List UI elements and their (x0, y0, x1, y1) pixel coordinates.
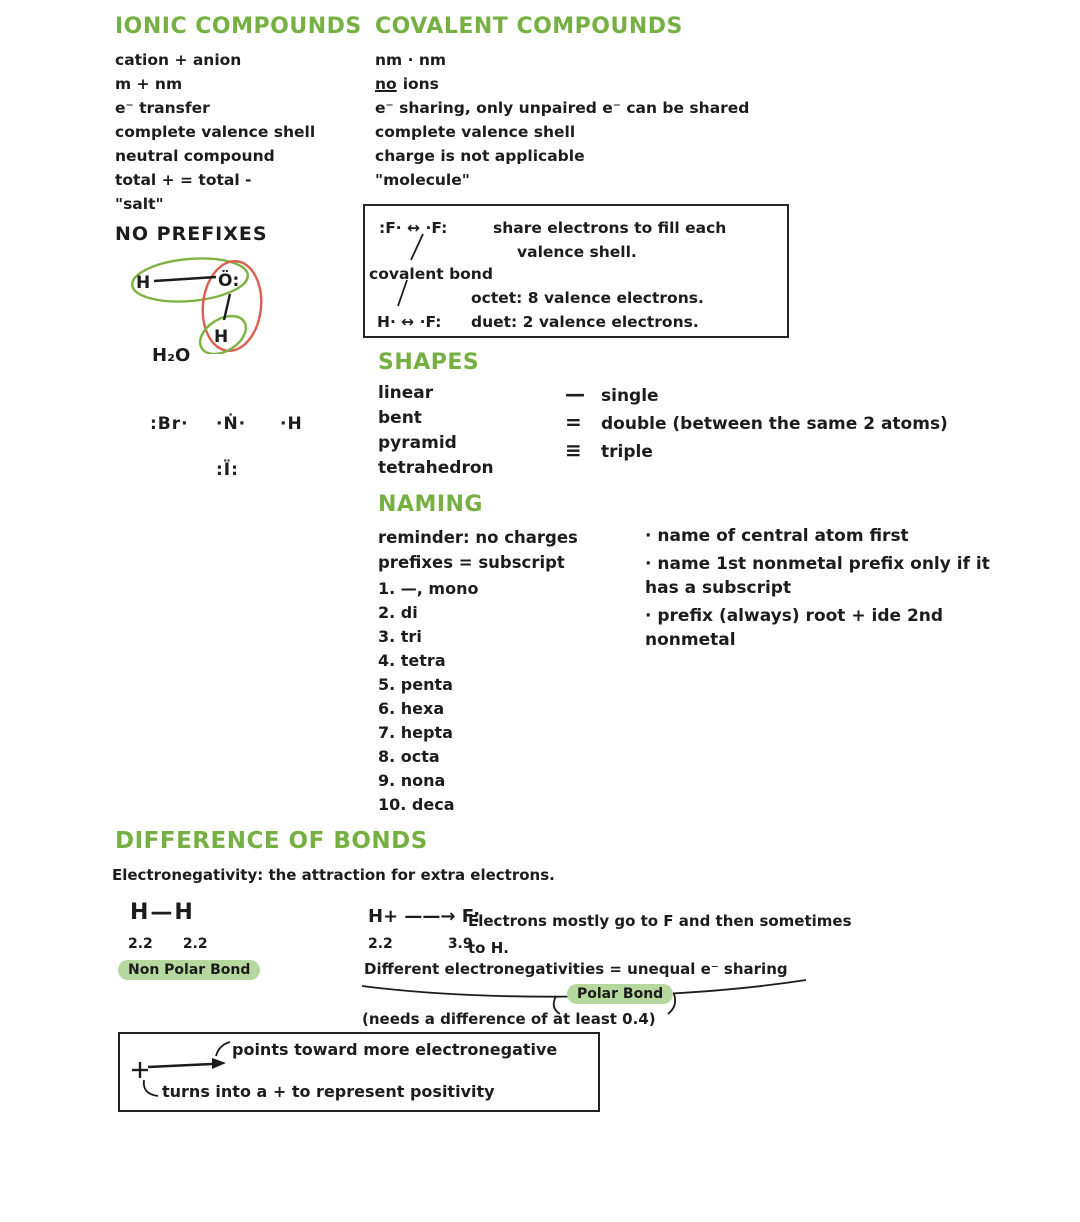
ionic-line: total + = total - (115, 171, 252, 189)
dipole-arrow-head (212, 1058, 226, 1069)
hf-lewis-structure: H· ↔ ·F: (377, 313, 442, 331)
covalent-bond-box (363, 204, 789, 338)
naming-section (378, 492, 578, 817)
prefix-item: 10. deca (378, 795, 455, 814)
covalent-bond-label: covalent bond (369, 265, 493, 283)
water-h-top: H (136, 273, 151, 293)
prefix-item: 2. di (378, 603, 418, 622)
ionic-line: complete valence shell (115, 123, 316, 141)
naming-title: NAMING (378, 492, 483, 517)
water-lewis-diagram (126, 246, 278, 354)
shapes-title: SHAPES (378, 350, 480, 375)
shape-item: pyramid (378, 433, 457, 453)
polar-desc-line1: Electrons mostly go to F and then sometimes (468, 912, 852, 930)
bond-types-legend (565, 381, 948, 465)
covalent-line: "molecule" (375, 171, 470, 189)
hf-value-right: 3.9 (447, 936, 473, 952)
covalent-line: complete valence shell (375, 123, 576, 141)
hh-electronegativity-values (128, 936, 208, 952)
oh-bond-line (154, 277, 216, 281)
naming-note: · prefix (always) root + ide 2nd nonmetal (645, 606, 944, 650)
lewis-symbol-h: ·H (280, 414, 303, 434)
shapes-list (378, 381, 494, 481)
octet-text: octet: 8 valence electrons. (471, 289, 704, 307)
ff-lewis-structure: :F· ↔ ·F: (379, 219, 448, 237)
triple-bond-row (565, 437, 948, 465)
naming-note: · name 1st nonmetal prefix only if it has a subscript (645, 554, 990, 598)
ionic-line: cation + anion (115, 51, 242, 69)
dipole-arrow-box (118, 1032, 600, 1112)
double-bond-label: double (between the same 2 atoms) (601, 414, 948, 434)
hf-electronegativity-values (368, 936, 473, 952)
pointer-curve-bottom (144, 1080, 158, 1096)
hh-formula: H—H (130, 900, 195, 925)
shape-item: linear (378, 383, 434, 403)
needs-difference-note: (needs a difference of at least 0.4) (362, 1010, 656, 1028)
prefix-item: 1. —, mono (378, 579, 479, 598)
covalent-title: COVALENT COMPOUNDS (375, 14, 683, 39)
prefix-item: 5. penta (378, 675, 453, 694)
triple-bond-label: triple (601, 442, 653, 462)
share-text-line2: valence shell. (517, 243, 637, 261)
shape-item: bent (378, 408, 422, 428)
dipole-arrow-shaft (148, 1064, 212, 1067)
duet-text: duet: 2 valence electrons. (471, 313, 699, 331)
ionic-section (115, 14, 362, 245)
difference-title: DIFFERENCE OF BONDS (115, 828, 428, 854)
covalent-section (375, 14, 749, 192)
ionic-line: e⁻ transfer (115, 99, 210, 117)
ionic-line: m + nm (115, 75, 183, 93)
lewis-symbol-br: :Br· (150, 414, 189, 434)
water-h-bottom: H (214, 327, 229, 347)
hf-value-left: 2.2 (368, 936, 393, 952)
triple-bond-symbol: ≡ (565, 438, 582, 462)
prefix-item: 9. nona (378, 771, 446, 790)
lewis-symbol-n: ·Ṅ· (216, 414, 247, 434)
lewis-symbol-i: :Ï: (216, 460, 239, 480)
hh-value-right: 2.2 (182, 936, 208, 952)
prefix-item: 6. hexa (378, 699, 445, 718)
prefix-item: 4. tetra (378, 651, 446, 670)
ionic-line: neutral compound (115, 147, 275, 165)
covalent-line: nm · nm (375, 51, 447, 69)
single-bond-label: single (601, 386, 659, 406)
hh-value-left: 2.2 (128, 936, 153, 952)
shape-item: tetrahedron (378, 458, 494, 478)
prefix-list (378, 577, 578, 817)
ions-text: ions (402, 75, 439, 93)
naming-note: · name of central atom first (645, 526, 909, 546)
covalent-lines (375, 48, 749, 192)
no-underlined: no (375, 75, 397, 93)
ionic-line: "salt" (115, 195, 164, 213)
double-bond-row (565, 409, 948, 437)
double-bond-symbol: = (565, 410, 582, 434)
arrow-box-line1: points toward more electronegative (232, 1040, 558, 1059)
electronegativity-intro: Electronegativity: the attraction for extra electrons. (112, 866, 555, 884)
prefix-item: 7. hepta (378, 723, 453, 742)
ionic-title: IONIC COMPOUNDS (115, 14, 362, 39)
covalent-line: e⁻ sharing, only unpaired e⁻ can be shared (375, 99, 750, 117)
naming-notes (645, 524, 990, 656)
unequal-sharing-text: Different electronegativities = unequal e⁻ sharing (364, 960, 788, 978)
arrow-box-line2: turns into a + to represent positivity (162, 1082, 495, 1101)
covalent-line: charge is not applicable (375, 147, 585, 165)
covalent-line-no-ions (375, 72, 749, 96)
single-bond-symbol: — (565, 382, 585, 406)
no-prefixes-label: NO PREFIXES (115, 223, 268, 245)
water-formula: H₂O (152, 345, 191, 366)
polar-desc-line2: to H. (468, 939, 509, 957)
water-o: Ö: (218, 271, 240, 291)
shapes-section (378, 350, 494, 481)
polar-description (468, 908, 852, 962)
prefix-item: 8. octa (378, 747, 440, 766)
pointer-curve-top (216, 1042, 230, 1056)
non-polar-bond-label: Non Polar Bond (118, 960, 260, 980)
ionic-lines (115, 48, 362, 216)
naming-prefixes: prefixes = subscript (378, 553, 565, 572)
polar-bond-label: Polar Bond (567, 984, 673, 1004)
single-bond-row (565, 381, 948, 409)
hf-formula: H+ ——→ F: (368, 906, 481, 927)
share-text-line1: share electrons to fill each (493, 219, 727, 237)
prefix-item: 3. tri (378, 627, 422, 646)
naming-reminder: reminder: no charges (378, 528, 578, 547)
